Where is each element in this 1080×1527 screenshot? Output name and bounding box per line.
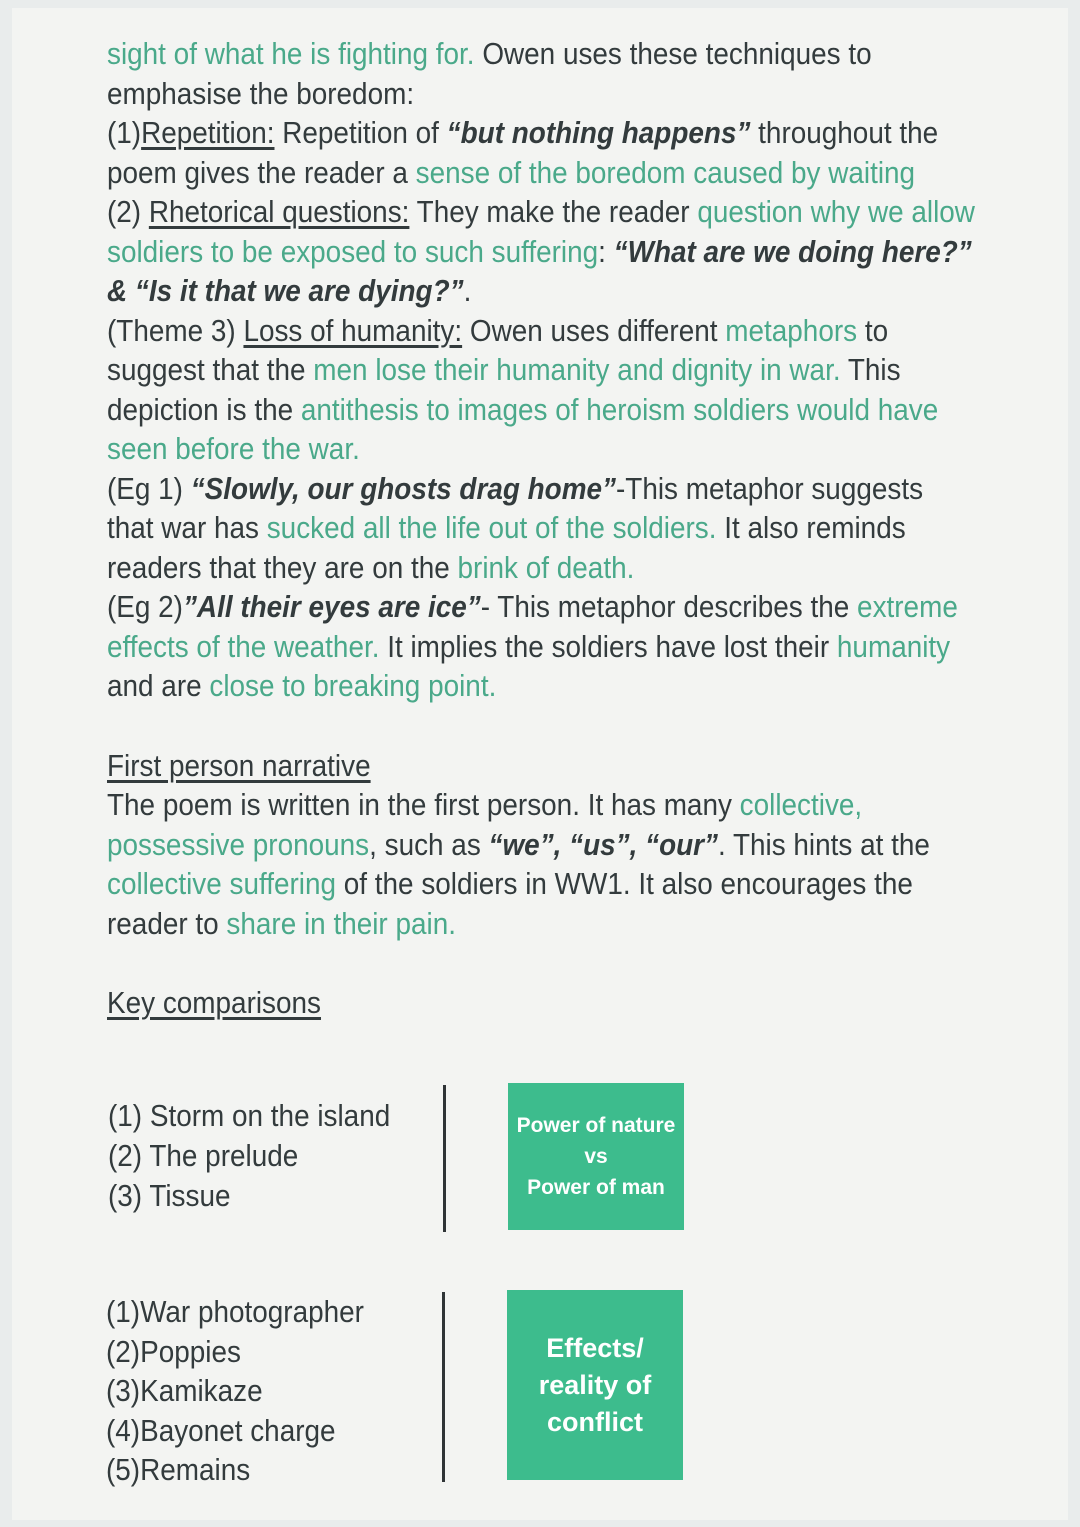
body-text: - This metaphor describes the: [480, 589, 858, 624]
body-text: It also reminds readers that they are on the: [107, 510, 906, 585]
body-text: .: [463, 273, 472, 308]
list-item: (1) Storm on the island: [108, 1098, 391, 1133]
box-line: conflict: [546, 1406, 643, 1437]
body-text: . This hints at the: [717, 826, 930, 862]
intro-paragraph: [107, 34, 976, 113]
example-number: (Eg 2): [107, 589, 183, 624]
theme3-paragraph: [107, 311, 976, 469]
body-text: They make the reader: [409, 194, 698, 229]
highlight-text: share in their pain.: [226, 905, 456, 941]
list-item: (2)Poppies: [106, 1333, 241, 1369]
vertical-divider: [442, 1292, 445, 1482]
box-line: Effects/: [546, 1332, 644, 1363]
highlight-text: metaphors: [725, 312, 858, 348]
example1-paragraph: [107, 469, 976, 588]
list-item: (2) The prelude: [108, 1138, 299, 1173]
first-person-paragraph: [107, 785, 976, 943]
list-item: (4)Bayonet charge: [106, 1412, 336, 1448]
body-text: The poem is written in the first person. It has many: [107, 787, 740, 822]
body-text: It implies the soldiers have lost their: [379, 628, 837, 664]
body-text: of the soldiers in WW1. It also encourages the reader to: [107, 866, 913, 941]
quote: ”All their eyes are ice”: [182, 589, 481, 624]
body-text: :: [598, 233, 614, 269]
highlight-text: antithesis to images of heroism soldiers would have seen before the war.: [107, 391, 939, 466]
comparison-list-1: [108, 1096, 390, 1216]
list-item: (5)Remains: [106, 1452, 251, 1487]
list-item: (3)Kamikaze: [106, 1373, 263, 1408]
vertical-divider: [443, 1085, 446, 1232]
highlight-text: collective, possessive pronouns: [107, 787, 863, 862]
body-text: throughout the poem gives the reader a: [107, 115, 939, 190]
box-line: vs: [584, 1145, 608, 1168]
technique-label: Repetition:: [141, 115, 275, 150]
theme-box-power-of-nature: [508, 1083, 684, 1230]
technique-label: Rhetorical questions:: [148, 194, 410, 229]
highlight-text: sense of the boredom caused by waiting: [415, 154, 916, 190]
repetition-paragraph: [107, 113, 976, 192]
list-item: (1)War photographer: [106, 1294, 364, 1329]
highlight-text: collective suffering: [107, 866, 337, 901]
example2-paragraph: [107, 587, 976, 706]
theme-box-effects-of-conflict: [507, 1290, 683, 1480]
highlight-text: sight of what he is fighting for.: [107, 36, 475, 71]
body-text: This depiction is the: [107, 352, 901, 427]
rhetorical-paragraph: [107, 192, 976, 311]
revision-notes: [107, 34, 976, 1023]
section-heading-first-person: First person narrative: [107, 747, 371, 783]
body-text: to suggest that the: [107, 312, 889, 387]
theme-number: (Theme 3): [107, 312, 244, 348]
body-text: Owen uses these techniques to emphasise the boredom:: [107, 36, 872, 111]
quote: “we”, “us”, “our”: [488, 826, 718, 862]
item-number: (2): [107, 194, 149, 229]
body-text: and are: [107, 668, 210, 703]
highlight-text: sucked all the life out of the soldiers.: [266, 510, 717, 545]
body-text: , such as: [369, 826, 489, 862]
body-text: Repetition of: [274, 115, 447, 150]
highlight-text: brink of death.: [457, 549, 635, 585]
example-number: (Eg 1): [107, 470, 191, 506]
body-text: -This metaphor suggests that war has: [107, 470, 924, 545]
item-number: (1): [107, 115, 142, 150]
highlight-text: close to breaking point.: [209, 668, 497, 703]
highlight-text: humanity: [836, 628, 951, 664]
quote: “What are we doing here?” & “Is it that we are dying?”: [107, 233, 972, 308]
highlight-text: extreme effects of the weather.: [107, 589, 958, 664]
highlight-text: men lose their humanity and dignity in war.: [313, 352, 841, 387]
body-text: Owen uses different: [462, 312, 726, 348]
quote: “but nothing happens”: [446, 115, 751, 150]
highlight-text: question why we allow soldiers to be exposed to such suffering: [107, 194, 975, 269]
box-line: Power of man: [527, 1176, 665, 1199]
box-line: Power of nature: [516, 1114, 676, 1137]
comparison-list-2: [106, 1292, 364, 1490]
box-line: reality of: [538, 1369, 652, 1400]
section-heading-key-comparisons: Key comparisons: [107, 985, 322, 1020]
list-item: (3) Tissue: [108, 1178, 231, 1213]
quote: “Slowly, our ghosts drag home”: [190, 470, 616, 506]
theme-label: Loss of humanity:: [243, 312, 463, 348]
